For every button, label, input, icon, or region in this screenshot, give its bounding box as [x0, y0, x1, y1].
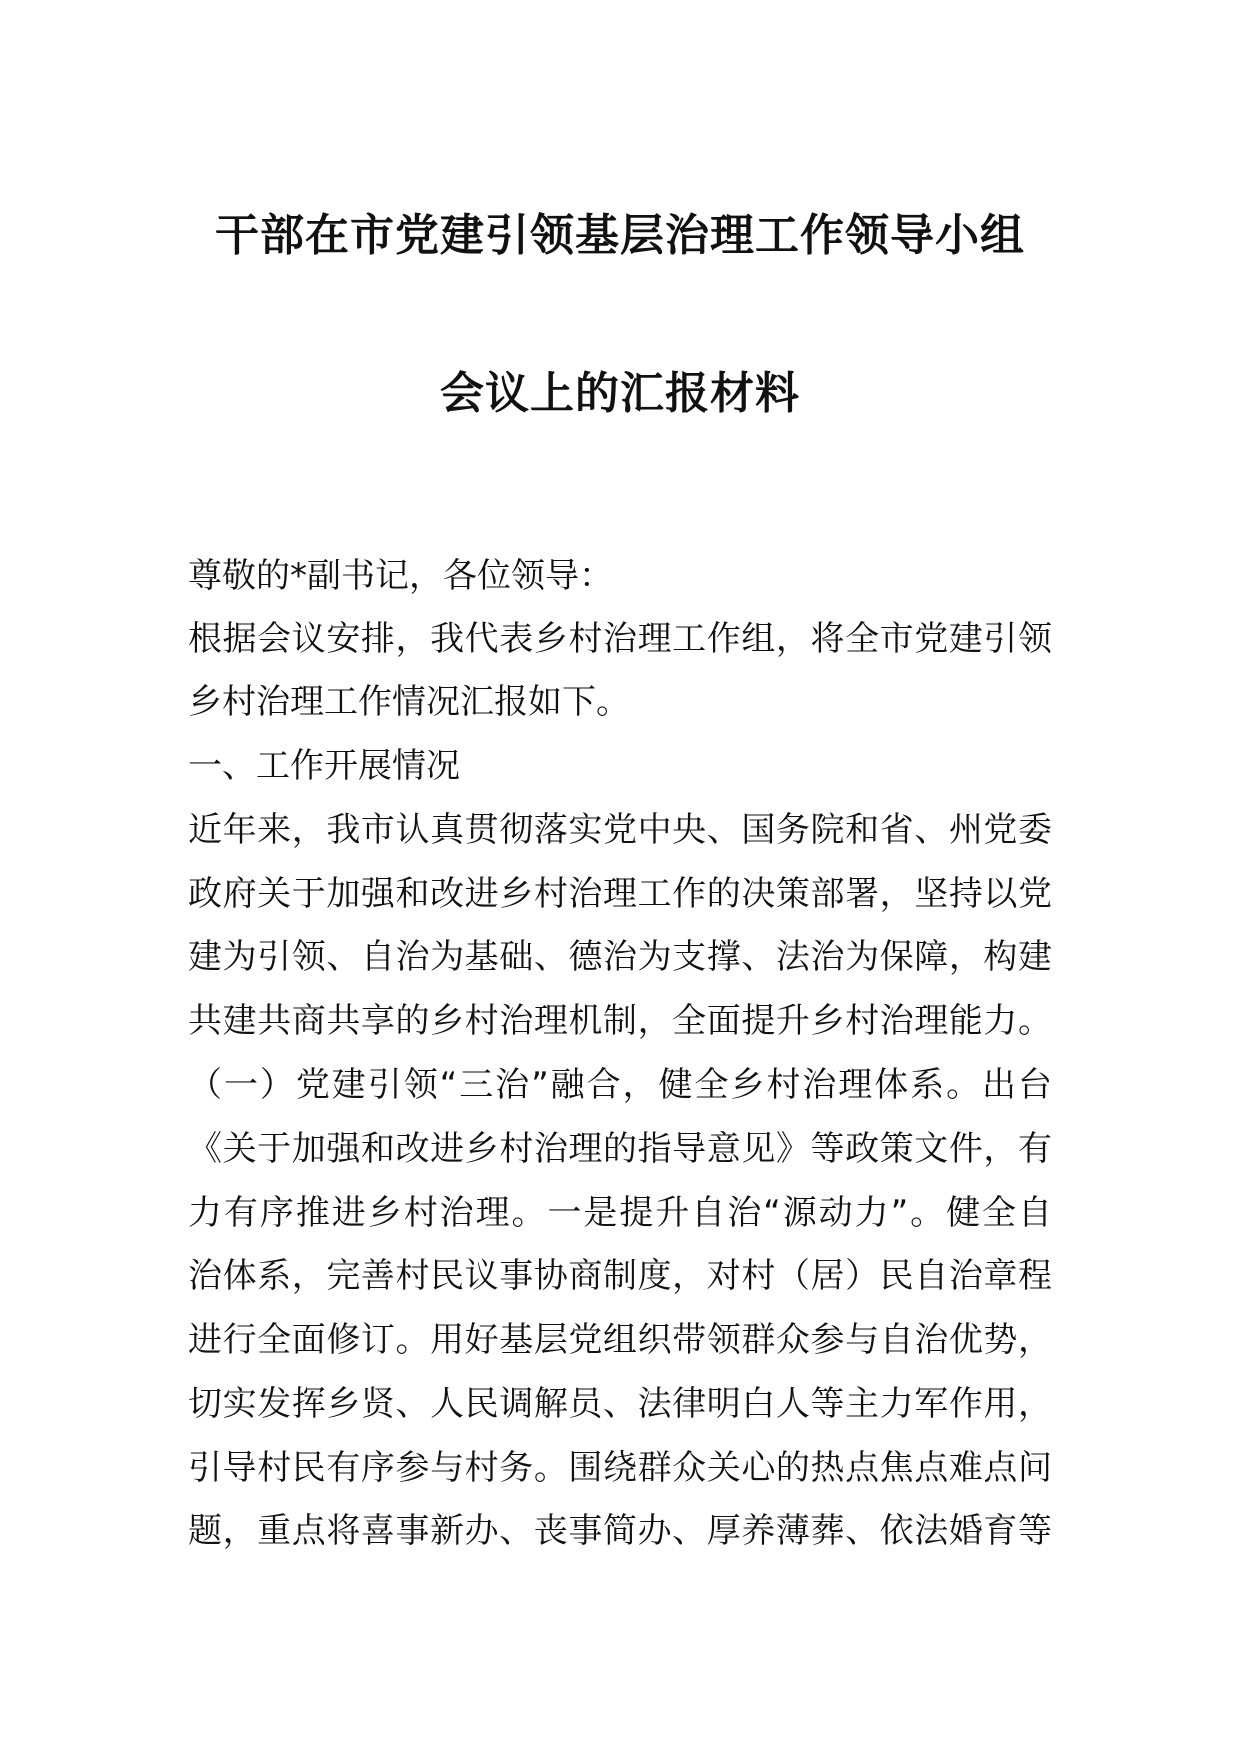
body-line: 切实发挥乡贤、人民调解员、法律明白人等主力军作用， — [188, 1384, 1052, 1424]
body-line: 政府关于加强和改进乡村治理工作的决策部署，坚持以党 — [188, 874, 1052, 914]
body-line: 进行全面修订。用好基层党组织带领群众参与自治优势， — [188, 1320, 1052, 1360]
body-line: 《关于加强和改进乡村治理的指导意见》等政策文件，有 — [188, 1129, 1052, 1169]
document-title-line-1: 干部在市党建引领基层治理工作领导小组 — [215, 210, 1025, 261]
subsection-heading-line: （一）党建引领“三治”融合，健全乡村治理体系。出台 — [188, 1065, 1052, 1105]
salutation: 尊敬的*副书记，各位领导： — [188, 556, 613, 596]
body-line: 共建共商共享的乡村治理机制，全面提升乡村治理能力。 — [188, 1001, 1052, 1041]
body-line: 乡村治理工作情况汇报如下。 — [188, 682, 630, 722]
body-line: 力有序推进乡村治理。一是提升自治“源动力”。健全自 — [188, 1193, 1052, 1233]
body-line: 根据会议安排，我代表乡村治理工作组，将全市党建引领 — [188, 619, 1052, 659]
body-line: 建为引领、自治为基础、德治为支撑、法治为保障，构建 — [188, 937, 1052, 977]
body-line: 引导村民有序参与村务。围绕群众关心的热点焦点难点问 — [188, 1448, 1052, 1488]
body-line: 题，重点将喜事新办、丧事简办、厚养薄葬、依法婚育等 — [188, 1511, 1052, 1551]
document-title-line-2: 会议上的汇报材料 — [440, 368, 800, 419]
section-heading: 一、工作开展情况 — [188, 746, 460, 786]
body-line: 近年来，我市认真贯彻落实党中央、国务院和省、州党委 — [188, 810, 1052, 850]
body-line: 治体系，完善村民议事协商制度，对村（居）民自治章程 — [188, 1256, 1052, 1296]
